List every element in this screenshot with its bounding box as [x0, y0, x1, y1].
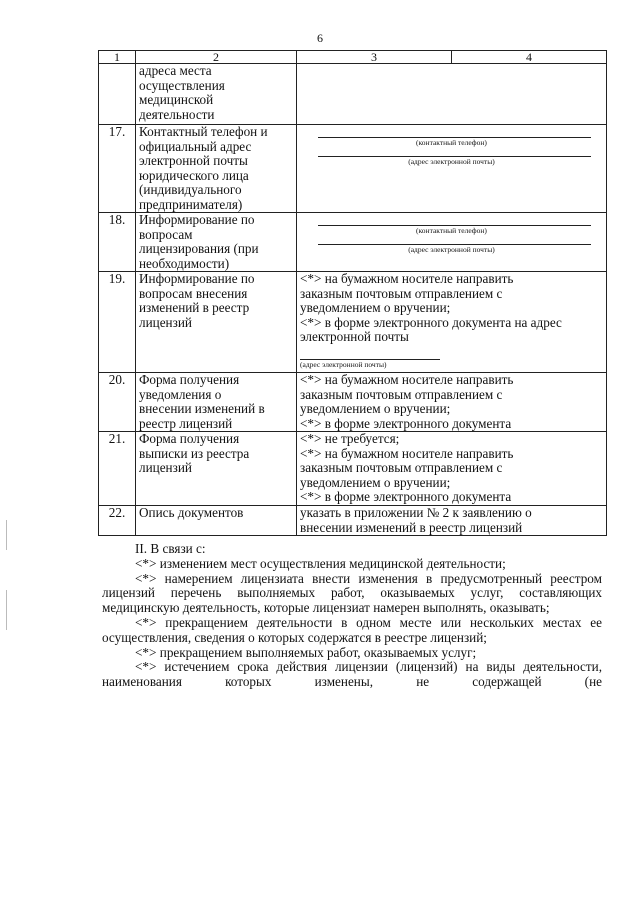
row-number: 17. [99, 125, 136, 213]
row-value-line: заказным почтовым отправлением с [300, 285, 503, 301]
field-caption: (адрес электронной почты) [408, 157, 495, 166]
scan-margin-mark [6, 520, 7, 550]
row-label-line: адреса места [139, 63, 212, 78]
row-value [297, 373, 607, 432]
row-label-line: деятельности [139, 106, 215, 122]
row-label-line: уведомления о [139, 386, 222, 402]
field-underline [318, 217, 591, 226]
row-label-line: Информирование по [139, 212, 255, 227]
row-label-line: предпринимателя) [139, 196, 243, 212]
table-row [99, 373, 607, 432]
section-ii [102, 542, 602, 690]
row-number: 19. [99, 272, 136, 373]
field-caption: (адрес электронной почты) [300, 359, 387, 369]
table-header-cell: 4 [452, 51, 607, 64]
row-label-line: (индивидуального [139, 182, 242, 197]
table-header-cell: 2 [136, 51, 297, 64]
row-value-line: указать в приложении № 2 к заявлению о [300, 505, 532, 520]
field-caption: (контактный телефон) [416, 138, 487, 147]
row-value [297, 213, 607, 272]
row-number: 20. [99, 373, 136, 432]
field-caption: (адрес электронной почты) [408, 245, 495, 254]
section-paragraph: <*> изменением мест осуществления медицинской деятельности; [135, 555, 506, 571]
table-header-cell: 1 [99, 51, 136, 64]
row-value-line: <*> в форме электронного документа на адрес [300, 314, 562, 330]
row-label-line: реестр лицензий [139, 415, 233, 431]
row-label-line: юридического лица [139, 167, 249, 183]
row-label [136, 373, 297, 432]
row-value [297, 506, 607, 536]
row-value-line: электронной почты [300, 329, 409, 344]
row-number [99, 64, 136, 125]
row-label [136, 213, 297, 272]
section-paragraph: <*> истечением срока действия лицензии (лицензий) на виды деятельности, наименования которых изменены, не содержащей (не [102, 659, 602, 690]
section-heading: II. В связи с: [135, 541, 206, 556]
row-label-line: осуществления [139, 77, 225, 93]
row-label-line: лицензий [139, 460, 192, 475]
row-label [136, 64, 297, 125]
field-underline [318, 236, 591, 245]
row-label-line: официальный адрес [139, 138, 252, 154]
row-value [297, 432, 607, 506]
row-value-line: <*> не требуется; [300, 431, 400, 446]
row-value-line: уведомлением о вручении; [300, 300, 451, 315]
section-paragraph: <*> намерением лицензиата внести изменения в предусмотренный реестром лицензий перечень выполняемых работ, оказываемых услуг, составляющих медицинскую деятельность, которые лицензиат намерен выполнять, оказывать; [102, 570, 602, 616]
row-value [297, 64, 607, 125]
section-paragraph: <*> прекращением деятельности в одном месте или нескольких местах ее осуществления, сведения о которых содержатся в реестре лицензий; [102, 614, 602, 645]
row-label [136, 506, 297, 536]
row-label-line: Опись документов [139, 505, 244, 520]
row-value [297, 272, 607, 373]
table-row [99, 125, 607, 213]
row-label-line: вопросам внесения [139, 285, 248, 301]
row-value [297, 125, 607, 213]
field-caption: (контактный телефон) [416, 226, 487, 235]
row-label-line: лицензий [139, 314, 192, 330]
scan-margin-mark [6, 590, 7, 630]
row-label [136, 272, 297, 373]
row-value-line: <*> в форме электронного документа [300, 489, 512, 504]
row-value-line: уведомлением о вручении; [300, 474, 451, 490]
field-underline [318, 129, 591, 138]
row-value-line: <*> на бумажном носителе направить [300, 271, 514, 286]
row-value-line: заказным почтовым отправлением с [300, 386, 503, 402]
row-value-line: внесении изменений в реестр лицензий [300, 519, 523, 535]
table-row [99, 213, 607, 272]
table-row [99, 506, 607, 536]
table-header-cell: 3 [297, 51, 452, 64]
table-row [99, 432, 607, 506]
table-row [99, 64, 607, 125]
row-label-line: Информирование по [139, 271, 255, 286]
row-label-line: лицензирования (при [139, 241, 259, 256]
row-value-line: уведомлением о вручении; [300, 401, 451, 416]
row-number: 21. [99, 432, 136, 506]
row-label [136, 432, 297, 506]
row-label-line: необходимости) [139, 255, 230, 271]
row-value-line: <*> в форме электронного документа [300, 415, 512, 431]
row-label-line: выписки из реестра [139, 445, 250, 461]
form-table [98, 50, 607, 536]
row-label-line: Контактный телефон и [139, 124, 268, 139]
field-underline [318, 148, 591, 157]
page-number: 6 [317, 31, 323, 45]
row-label-line: медицинской [139, 92, 214, 107]
section-paragraph: <*> прекращением выполняемых работ, оказываемых услуг; [135, 644, 477, 660]
row-number: 18. [99, 213, 136, 272]
row-label-line: электронной почты [139, 153, 248, 168]
row-number: 22. [99, 506, 136, 536]
table-header-row [99, 51, 607, 64]
row-value-line: <*> на бумажном носителе направить [300, 445, 514, 461]
row-label-line: вопросам [139, 226, 193, 242]
row-label [136, 125, 297, 213]
row-label-line: внесении изменений в [139, 401, 265, 416]
row-label-line: Форма получения [139, 372, 240, 387]
row-label-line: Форма получения [139, 431, 240, 446]
row-label-line: изменений в реестр [139, 300, 250, 315]
table-row [99, 272, 607, 373]
row-value-line: заказным почтовым отправлением с [300, 460, 503, 475]
row-value-line: <*> на бумажном носителе направить [300, 372, 514, 387]
field-underline [300, 345, 440, 360]
